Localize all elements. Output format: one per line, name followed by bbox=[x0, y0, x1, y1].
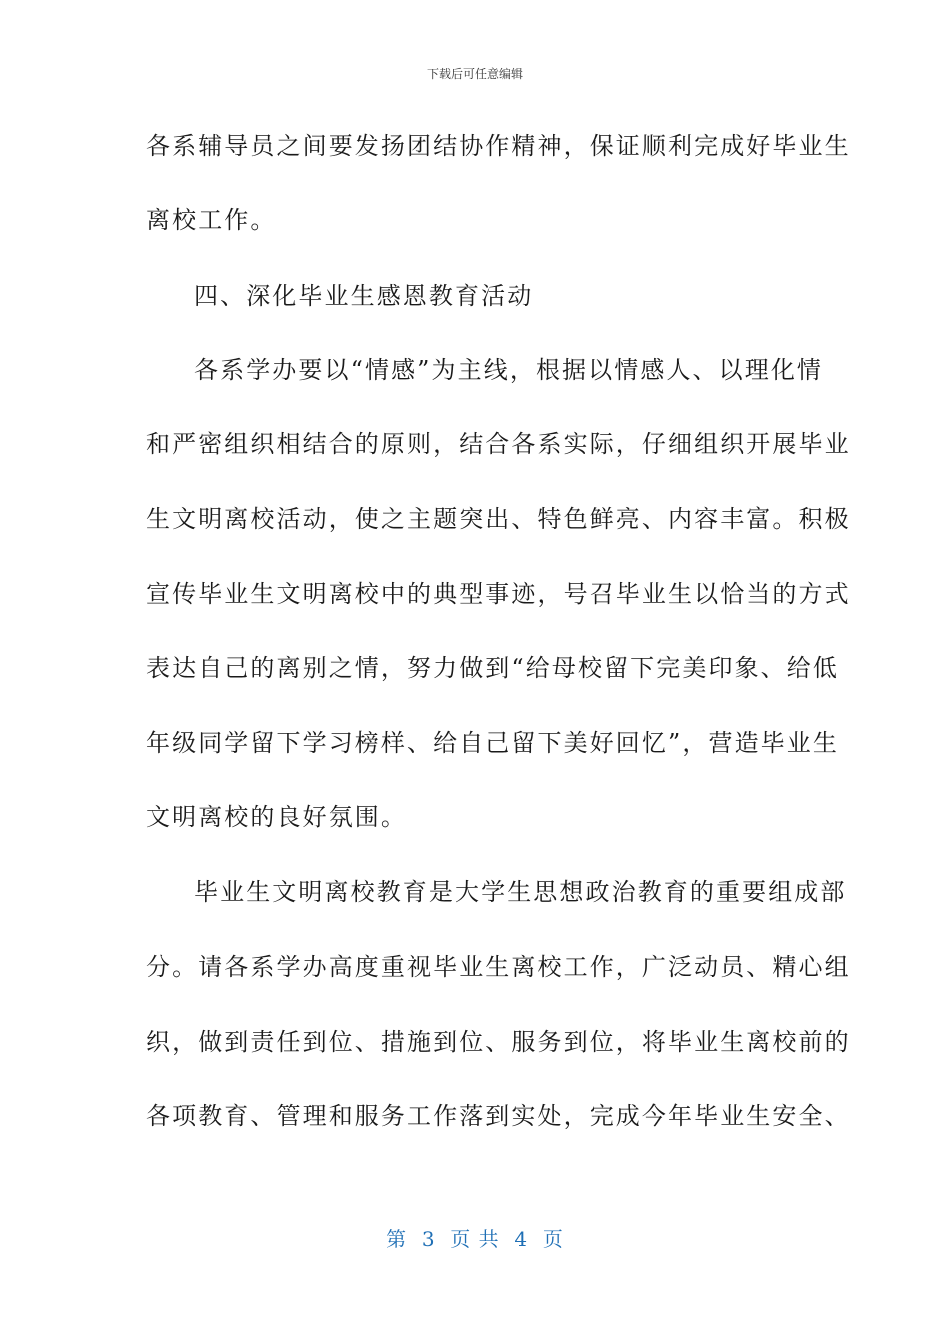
paragraph-line: 年级同学留下学习榜样、给自己留下美好回忆”，营造毕业生 bbox=[146, 729, 839, 757]
paragraph-line: 和严密组织相结合的原则，结合各系实际，仔细组织开展毕业 bbox=[146, 430, 851, 458]
page-header: 下载后可任意编辑 bbox=[426, 67, 523, 81]
paragraph-line: 分。请各系学办高度重视毕业生离校工作，广泛动员、精心组 bbox=[146, 953, 851, 981]
paragraph-line: 表达自己的离别之情，努力做到“给母校留下完美印象、给低 bbox=[146, 654, 839, 682]
paragraph-line: 文明离校的良好氛围。 bbox=[146, 803, 407, 831]
paragraph-line: 宣传毕业生文明离校中的典型事迹，号召毕业生以恰当的方式 bbox=[146, 580, 851, 608]
paragraph-line: 离校工作。 bbox=[146, 206, 277, 234]
section-heading: 四、深化毕业生感恩教育活动 bbox=[194, 282, 534, 310]
paragraph-line: 生文明离校活动，使之主题突出、特色鲜亮、内容丰富。积极 bbox=[146, 505, 851, 533]
paragraph-line: 各系辅导员之间要发扬团结协作精神，保证顺利完成好毕业生 bbox=[146, 132, 851, 160]
paragraph-line: 各项教育、管理和服务工作落到实处，完成今年毕业生安全、 bbox=[146, 1102, 851, 1130]
paragraph-line: 毕业生文明离校教育是大学生思想政治教育的重要组成部 bbox=[194, 878, 847, 906]
paragraph-line: 各系学办要以“情感”为主线，根据以情感人、以理化情 bbox=[194, 356, 824, 384]
paragraph-line: 织，做到责任到位、措施到位、服务到位，将毕业生离校前的 bbox=[146, 1028, 851, 1056]
page-footer: 第 3 页 共 4 页 bbox=[386, 1227, 564, 1251]
